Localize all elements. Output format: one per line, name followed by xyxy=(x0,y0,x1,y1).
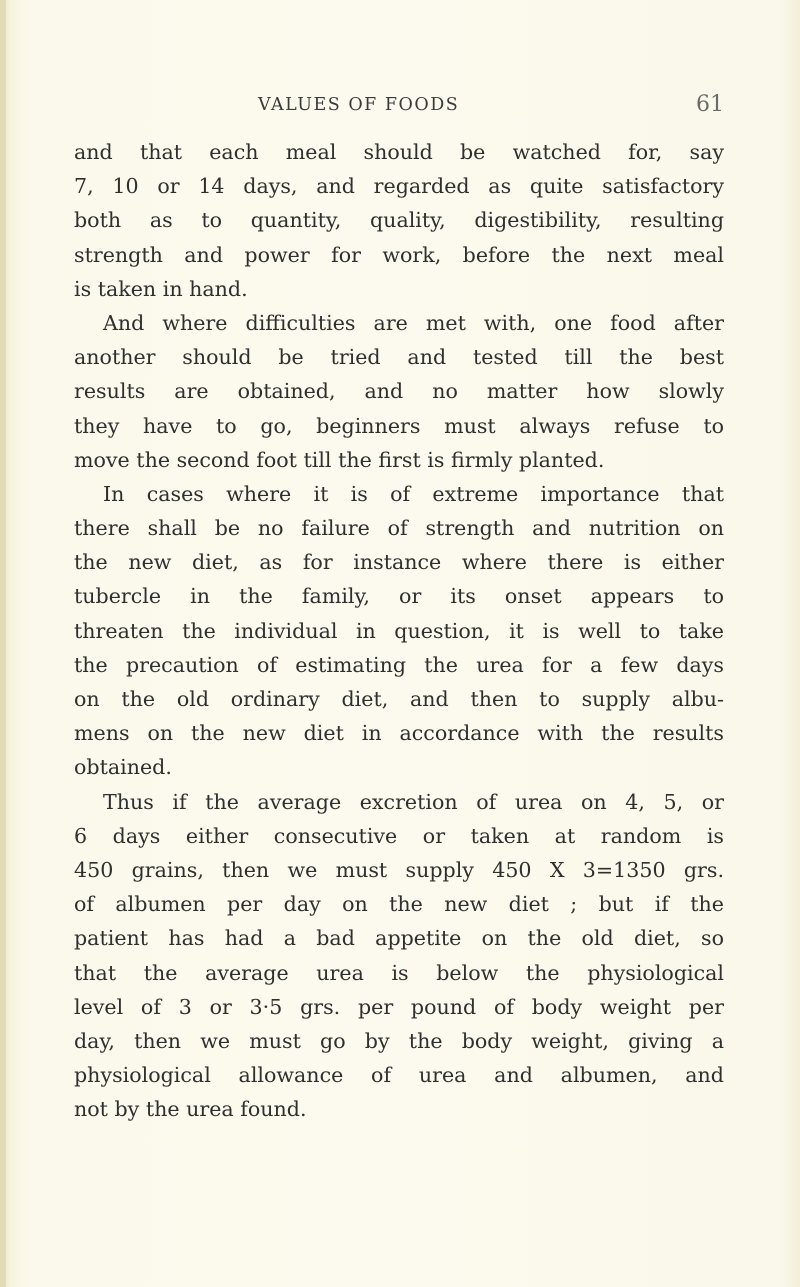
text-line: In cases where it is of extreme importance that xyxy=(103,481,724,506)
text-line: there shall be no failure of strength and nutrition on xyxy=(74,516,724,541)
text-line: day, then we must go by the body weight, giving a xyxy=(74,1028,724,1053)
text-line: that the average urea is below the physiological xyxy=(74,960,724,985)
text-line: tubercle in the family, or its onset appears to xyxy=(74,584,724,609)
body-text xyxy=(74,135,724,1126)
text-line: 450 grains, then we must supply 450 X 3=1350 grs. xyxy=(74,857,724,882)
text-line: Thus if the average excretion of urea on 4, 5, or xyxy=(103,789,724,814)
text-line: the new diet, as for instance where there is either xyxy=(74,550,724,575)
text-line: threaten the individual in question, it is well to take xyxy=(74,618,724,643)
text-line: on the old ordinary diet, and then to supply albu- xyxy=(74,687,724,711)
text-line: the precaution of estimating the urea for a few days xyxy=(74,652,724,677)
text-line: obtained. xyxy=(74,755,172,780)
text-line: both as to quantity, quality, digestibility, resulting xyxy=(74,208,724,233)
page-number: 61 xyxy=(696,92,724,117)
page-header xyxy=(0,92,800,125)
text-line: level of 3 or 3·5 grs. per pound of body weight per xyxy=(74,994,724,1019)
page-gutter-shadow xyxy=(0,0,6,1287)
text-line: not by the urea found. xyxy=(74,1097,307,1122)
text-line: of albumen per day on the new diet ; but if the xyxy=(74,892,724,917)
text-line: and that each meal should be watched for, say xyxy=(74,140,724,164)
text-line: another should be tried and tested till the best xyxy=(74,345,724,370)
text-line: move the second foot till the first is firmly planted. xyxy=(74,447,605,472)
text-line: physiological allowance of urea and albumen, and xyxy=(74,1063,724,1088)
text-line: 7, 10 or 14 days, and regarded as quite satisfactory xyxy=(74,174,724,199)
text-line: results are obtained, and no matter how slowly xyxy=(74,379,724,404)
text-line: mens on the new diet in accordance with the results xyxy=(74,721,724,746)
text-line: And where difficulties are met with, one food after xyxy=(103,310,724,335)
text-line: they have to go, beginners must always refuse to xyxy=(74,413,724,438)
running-title: VALUES OF FOODS xyxy=(258,95,460,115)
text-line: strength and power for work, before the next meal xyxy=(74,242,724,267)
text-line: patient has had a bad appetite on the old diet, so xyxy=(74,926,724,951)
text-line: is taken in hand. xyxy=(74,276,248,301)
text-line: 6 days either consecutive or taken at random is xyxy=(74,823,724,848)
